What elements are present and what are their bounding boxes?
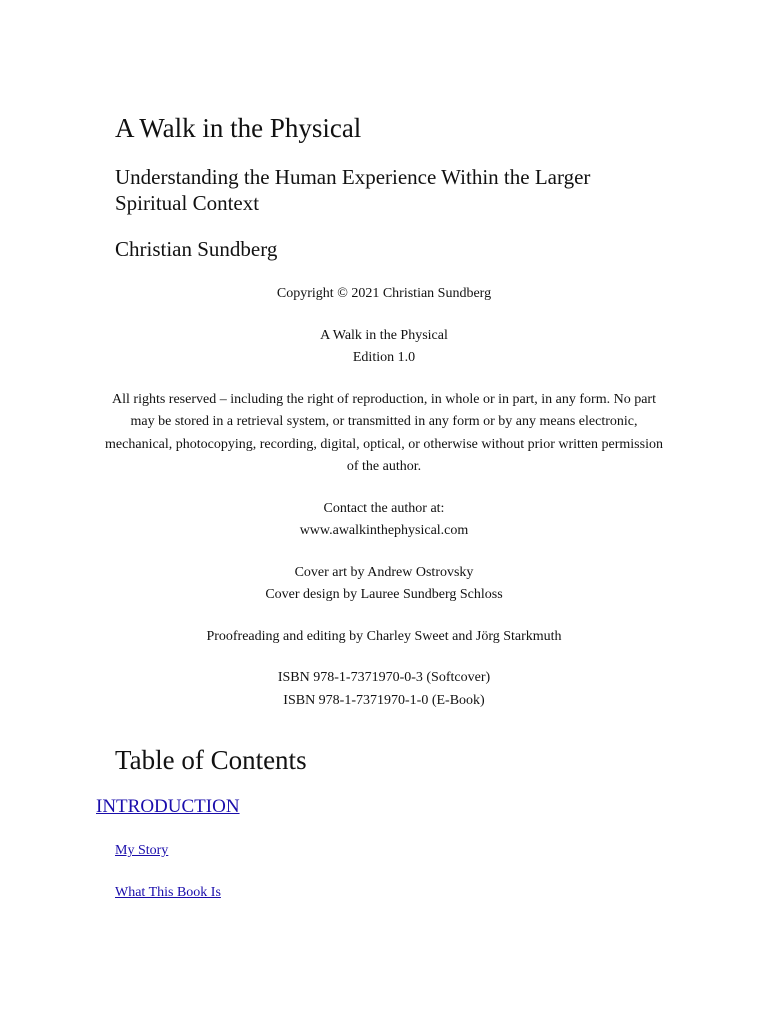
edition-number: Edition 1.0 [352, 350, 416, 365]
edition-title: A Walk in the Physical [320, 327, 448, 343]
toc-link-what-this-book-is[interactable]: What This Book Is [115, 885, 221, 900]
toc-link-my-story[interactable]: My Story [115, 843, 169, 858]
proofreading-credit: Proofreading and editing by Charley Sweet and Jörg Starkmuth [206, 628, 562, 644]
isbn-softcover: ISBN 978-1-7371970-0-3 (Softcover) [277, 670, 491, 685]
book-title: A Walk in the Physical [115, 113, 362, 143]
isbn-ebook: ISBN 978-1-7371970-1-0 (E-Book) [283, 692, 485, 708]
copyright-block [100, 283, 668, 712]
toc-link-introduction[interactable]: INTRODUCTION [96, 796, 240, 817]
cover-design-credit: Cover design by Lauree Sundberg Schloss [265, 587, 503, 602]
rights-statement: All rights reserved – including the right of reproduction, in whole or in part, in any form. No part may be stored in a retrieval system, or transmitted in any form or by any means electronic, mechanical, photocopying, recording, digital, optical, or otherwise without prior written permission of the author. [105, 391, 663, 474]
spacer [100, 607, 668, 626]
contact-label: Contact the author at: [323, 500, 445, 516]
cover-art-credit: Cover art by Andrew Ostrovsky [294, 564, 474, 580]
spacer [100, 370, 668, 389]
spacer [100, 479, 668, 498]
spacer [100, 648, 668, 667]
book-subtitle: Understanding the Human Experience Within the Larger Spiritual Context [115, 165, 591, 215]
copyright-line: Copyright © 2021 Christian Sundberg [276, 286, 492, 301]
toc-heading: Table of Contents [115, 745, 307, 775]
spacer [100, 543, 668, 562]
contact-url: www.awalkinthephysical.com [299, 523, 469, 538]
spacer [100, 306, 668, 325]
book-author: Christian Sundberg [115, 237, 278, 261]
